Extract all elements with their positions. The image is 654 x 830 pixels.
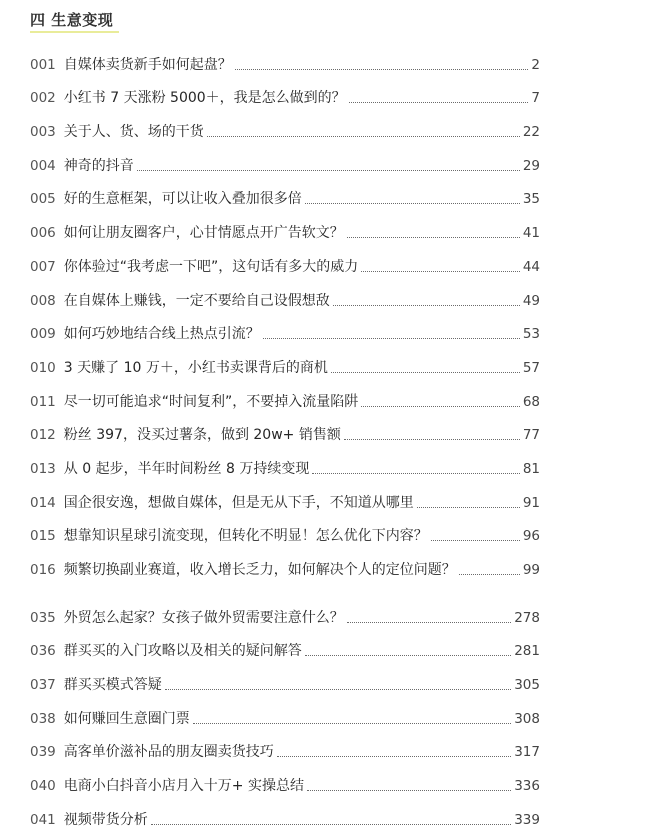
toc-entry[interactable] bbox=[30, 479, 540, 513]
toc-entry[interactable] bbox=[30, 695, 540, 729]
toc-entry-leader-dots bbox=[307, 789, 511, 791]
toc-entry-leader-dots bbox=[263, 337, 520, 339]
toc-entry-number: 041 bbox=[30, 811, 56, 828]
section-heading-text: 四 生意变现 bbox=[30, 11, 114, 29]
toc-entry-number: 008 bbox=[30, 292, 56, 309]
toc-entry-page-number: 336 bbox=[514, 778, 540, 795]
toc-entry-page-number: 35 bbox=[522, 191, 540, 208]
toc-entry-title: 3 天赚了 10 万＋，小红书卖课背后的商机 bbox=[63, 359, 328, 376]
toc-entry-title: 高客单价滋补品的朋友圈卖货技巧 bbox=[63, 744, 274, 761]
toc-entry-number: 011 bbox=[30, 393, 56, 410]
toc-entry-leader-dots bbox=[344, 438, 520, 440]
toc-entry-page-number: 308 bbox=[514, 710, 540, 727]
toc-entry[interactable] bbox=[30, 277, 540, 311]
toc-entry-page-number: 22 bbox=[522, 124, 540, 141]
toc-entry-number: 007 bbox=[30, 258, 56, 275]
toc-entry-number: 035 bbox=[30, 609, 56, 626]
toc-entry-title: 关于人、货、场的干货 bbox=[63, 124, 204, 141]
toc-entry[interactable] bbox=[30, 311, 540, 345]
toc-entry[interactable] bbox=[30, 594, 540, 628]
toc-entry-number: 012 bbox=[30, 427, 56, 444]
toc-entry[interactable] bbox=[30, 75, 540, 109]
toc-entry-title: 在自媒体上赚钱，一定不要给自己设假想敌 bbox=[63, 292, 330, 309]
toc-entry-page-number: 2 bbox=[531, 56, 540, 73]
toc-entry-page-number: 7 bbox=[531, 90, 540, 107]
toc-entry-leader-dots bbox=[207, 135, 520, 137]
toc-entry[interactable] bbox=[30, 546, 540, 580]
toc-entry-title: 从 0 起步，半年时间粉丝 8 万持续变现 bbox=[63, 460, 310, 477]
toc-entry-leader-dots bbox=[137, 169, 520, 171]
toc-entry-page-number: 81 bbox=[522, 460, 540, 477]
toc-entry-leader-dots bbox=[235, 68, 529, 70]
section-heading bbox=[30, 9, 113, 33]
toc-entry[interactable] bbox=[30, 729, 540, 763]
toc-entry-title: 好的生意框架，可以让收入叠加很多倍 bbox=[63, 191, 302, 208]
toc-entry-leader-dots bbox=[305, 654, 511, 656]
toc-entry[interactable] bbox=[30, 41, 540, 75]
toc-entry-page-number: 53 bbox=[522, 326, 540, 343]
toc-entry[interactable] bbox=[30, 378, 540, 412]
toc-entry-number: 014 bbox=[30, 494, 56, 511]
toc-entry-leader-dots bbox=[331, 371, 520, 373]
toc-list-part1 bbox=[30, 41, 540, 580]
toc-entry-title: 你体验过“我考虑一下吧”，这句话有多大的威力 bbox=[63, 258, 359, 275]
toc-entry-page-number: 57 bbox=[522, 359, 540, 376]
toc-entry-number: 005 bbox=[30, 191, 56, 208]
toc-entry[interactable] bbox=[30, 796, 540, 830]
toc-entry-number: 040 bbox=[30, 778, 56, 795]
toc-entry-title: 电商小白抖音小店月入十万+ 实操总结 bbox=[63, 778, 304, 795]
toc-entry-number: 003 bbox=[30, 124, 56, 141]
toc-entry-leader-dots bbox=[431, 539, 520, 541]
toc-entry-number: 036 bbox=[30, 643, 56, 660]
toc-entry[interactable] bbox=[30, 762, 540, 796]
toc-entry-number: 016 bbox=[30, 562, 56, 578]
toc-entry-page-number: 68 bbox=[522, 393, 540, 410]
toc-entry[interactable] bbox=[30, 628, 540, 662]
toc-entry-title: 如何让朋友圈客户，心甘情愿点开广告软文？ bbox=[63, 225, 344, 242]
toc-entry-number: 039 bbox=[30, 744, 56, 761]
toc-entry-leader-dots bbox=[165, 688, 511, 690]
toc-entry-title: 如何赚回生意圈门票 bbox=[63, 710, 190, 727]
toc-entry-page-number: 96 bbox=[522, 528, 540, 545]
toc-entry[interactable] bbox=[30, 412, 540, 446]
toc-entry[interactable] bbox=[30, 445, 540, 479]
toc-entry-title: 神奇的抖音 bbox=[63, 157, 134, 174]
toc-entry[interactable] bbox=[30, 661, 540, 695]
toc-entry-title: 想靠知识星球引流变现，但转化不明显！怎么优化下内容？ bbox=[63, 528, 428, 545]
toc-entry-leader-dots bbox=[361, 405, 520, 407]
toc-entry-page-number: 44 bbox=[522, 258, 540, 275]
toc-entry-page-number: 91 bbox=[522, 494, 540, 511]
toc-entry-leader-dots bbox=[459, 573, 520, 575]
toc-entry[interactable] bbox=[30, 108, 540, 142]
toc-entry-page-number: 278 bbox=[514, 609, 540, 626]
toc-entry-title: 群买买的入门攻略以及相关的疑问解答 bbox=[63, 643, 302, 660]
toc-entry-number: 037 bbox=[30, 677, 56, 694]
toc-entry-title: 国企很安逸，想做自媒体，但是无从下手，不知道从哪里 bbox=[63, 494, 414, 511]
toc-entry-leader-dots bbox=[347, 236, 520, 238]
toc-entry[interactable] bbox=[30, 243, 540, 277]
toc-entry[interactable] bbox=[30, 344, 540, 378]
toc-entry-title: 尽一切可能追求“时间复利”，不要掉入流量陷阱 bbox=[63, 393, 359, 410]
toc-entry-page-number: 317 bbox=[514, 744, 540, 761]
toc-entry-leader-dots bbox=[193, 722, 511, 724]
toc-entry-leader-dots bbox=[277, 755, 511, 757]
toc-entry-leader-dots bbox=[333, 304, 520, 306]
toc-entry-leader-dots bbox=[312, 472, 519, 474]
toc-entry-title: 群买买模式答疑 bbox=[63, 677, 162, 694]
toc-entry-number: 004 bbox=[30, 157, 56, 174]
toc-entry-number: 001 bbox=[30, 56, 56, 73]
toc-entry-title: 如何巧妙地结合线上热点引流？ bbox=[63, 326, 260, 343]
toc-entry-leader-dots bbox=[417, 506, 520, 508]
toc-entry-page-number: 305 bbox=[514, 677, 540, 694]
toc-entry-title: 粉丝 397，没买过薯条，做到 20w+ 销售额 bbox=[63, 427, 341, 444]
toc-entry[interactable] bbox=[30, 176, 540, 210]
toc-entry-number: 015 bbox=[30, 528, 56, 545]
toc-entry-page-number: 49 bbox=[522, 292, 540, 309]
toc-entry-number: 009 bbox=[30, 326, 56, 343]
toc-entry-number: 010 bbox=[30, 359, 56, 376]
toc-entry-page-number: 281 bbox=[514, 643, 540, 660]
toc-entry-number: 013 bbox=[30, 460, 56, 477]
toc-entry[interactable] bbox=[30, 209, 540, 243]
toc-entry-title: 外贸怎么起家？女孩子做外贸需要注意什么？ bbox=[63, 609, 344, 626]
toc-entry-number: 002 bbox=[30, 90, 56, 107]
toc-entry-number: 038 bbox=[30, 710, 56, 727]
toc-entry-leader-dots bbox=[361, 270, 520, 272]
toc-entry-page-number: 77 bbox=[522, 427, 540, 444]
toc-entry-leader-dots bbox=[305, 202, 520, 204]
toc-entry-leader-dots bbox=[151, 823, 511, 825]
toc-entry-number: 006 bbox=[30, 225, 56, 242]
toc-entry-leader-dots bbox=[349, 101, 529, 103]
toc-entry-leader-dots bbox=[347, 621, 511, 623]
toc-entry-title: 视频带货分析 bbox=[63, 811, 148, 828]
toc-entry-title: 自媒体卖货新手如何起盘？ bbox=[63, 56, 232, 73]
toc-entry[interactable] bbox=[30, 142, 540, 176]
toc-entry-page-number: 99 bbox=[522, 562, 540, 578]
heading-underline bbox=[30, 31, 119, 33]
toc-entry-page-number: 41 bbox=[522, 225, 540, 242]
toc-list-part2 bbox=[30, 594, 540, 830]
toc-entry-title: 小红书 7 天涨粉 5000＋，我是怎么做到的？ bbox=[63, 90, 346, 107]
toc-entry[interactable] bbox=[30, 513, 540, 547]
toc-entry-page-number: 29 bbox=[522, 157, 540, 174]
toc-entry-title: 频繁切换副业赛道，收入增长乏力，如何解决个人的定位问题？ bbox=[63, 562, 456, 578]
toc-entry-page-number: 339 bbox=[514, 811, 540, 828]
